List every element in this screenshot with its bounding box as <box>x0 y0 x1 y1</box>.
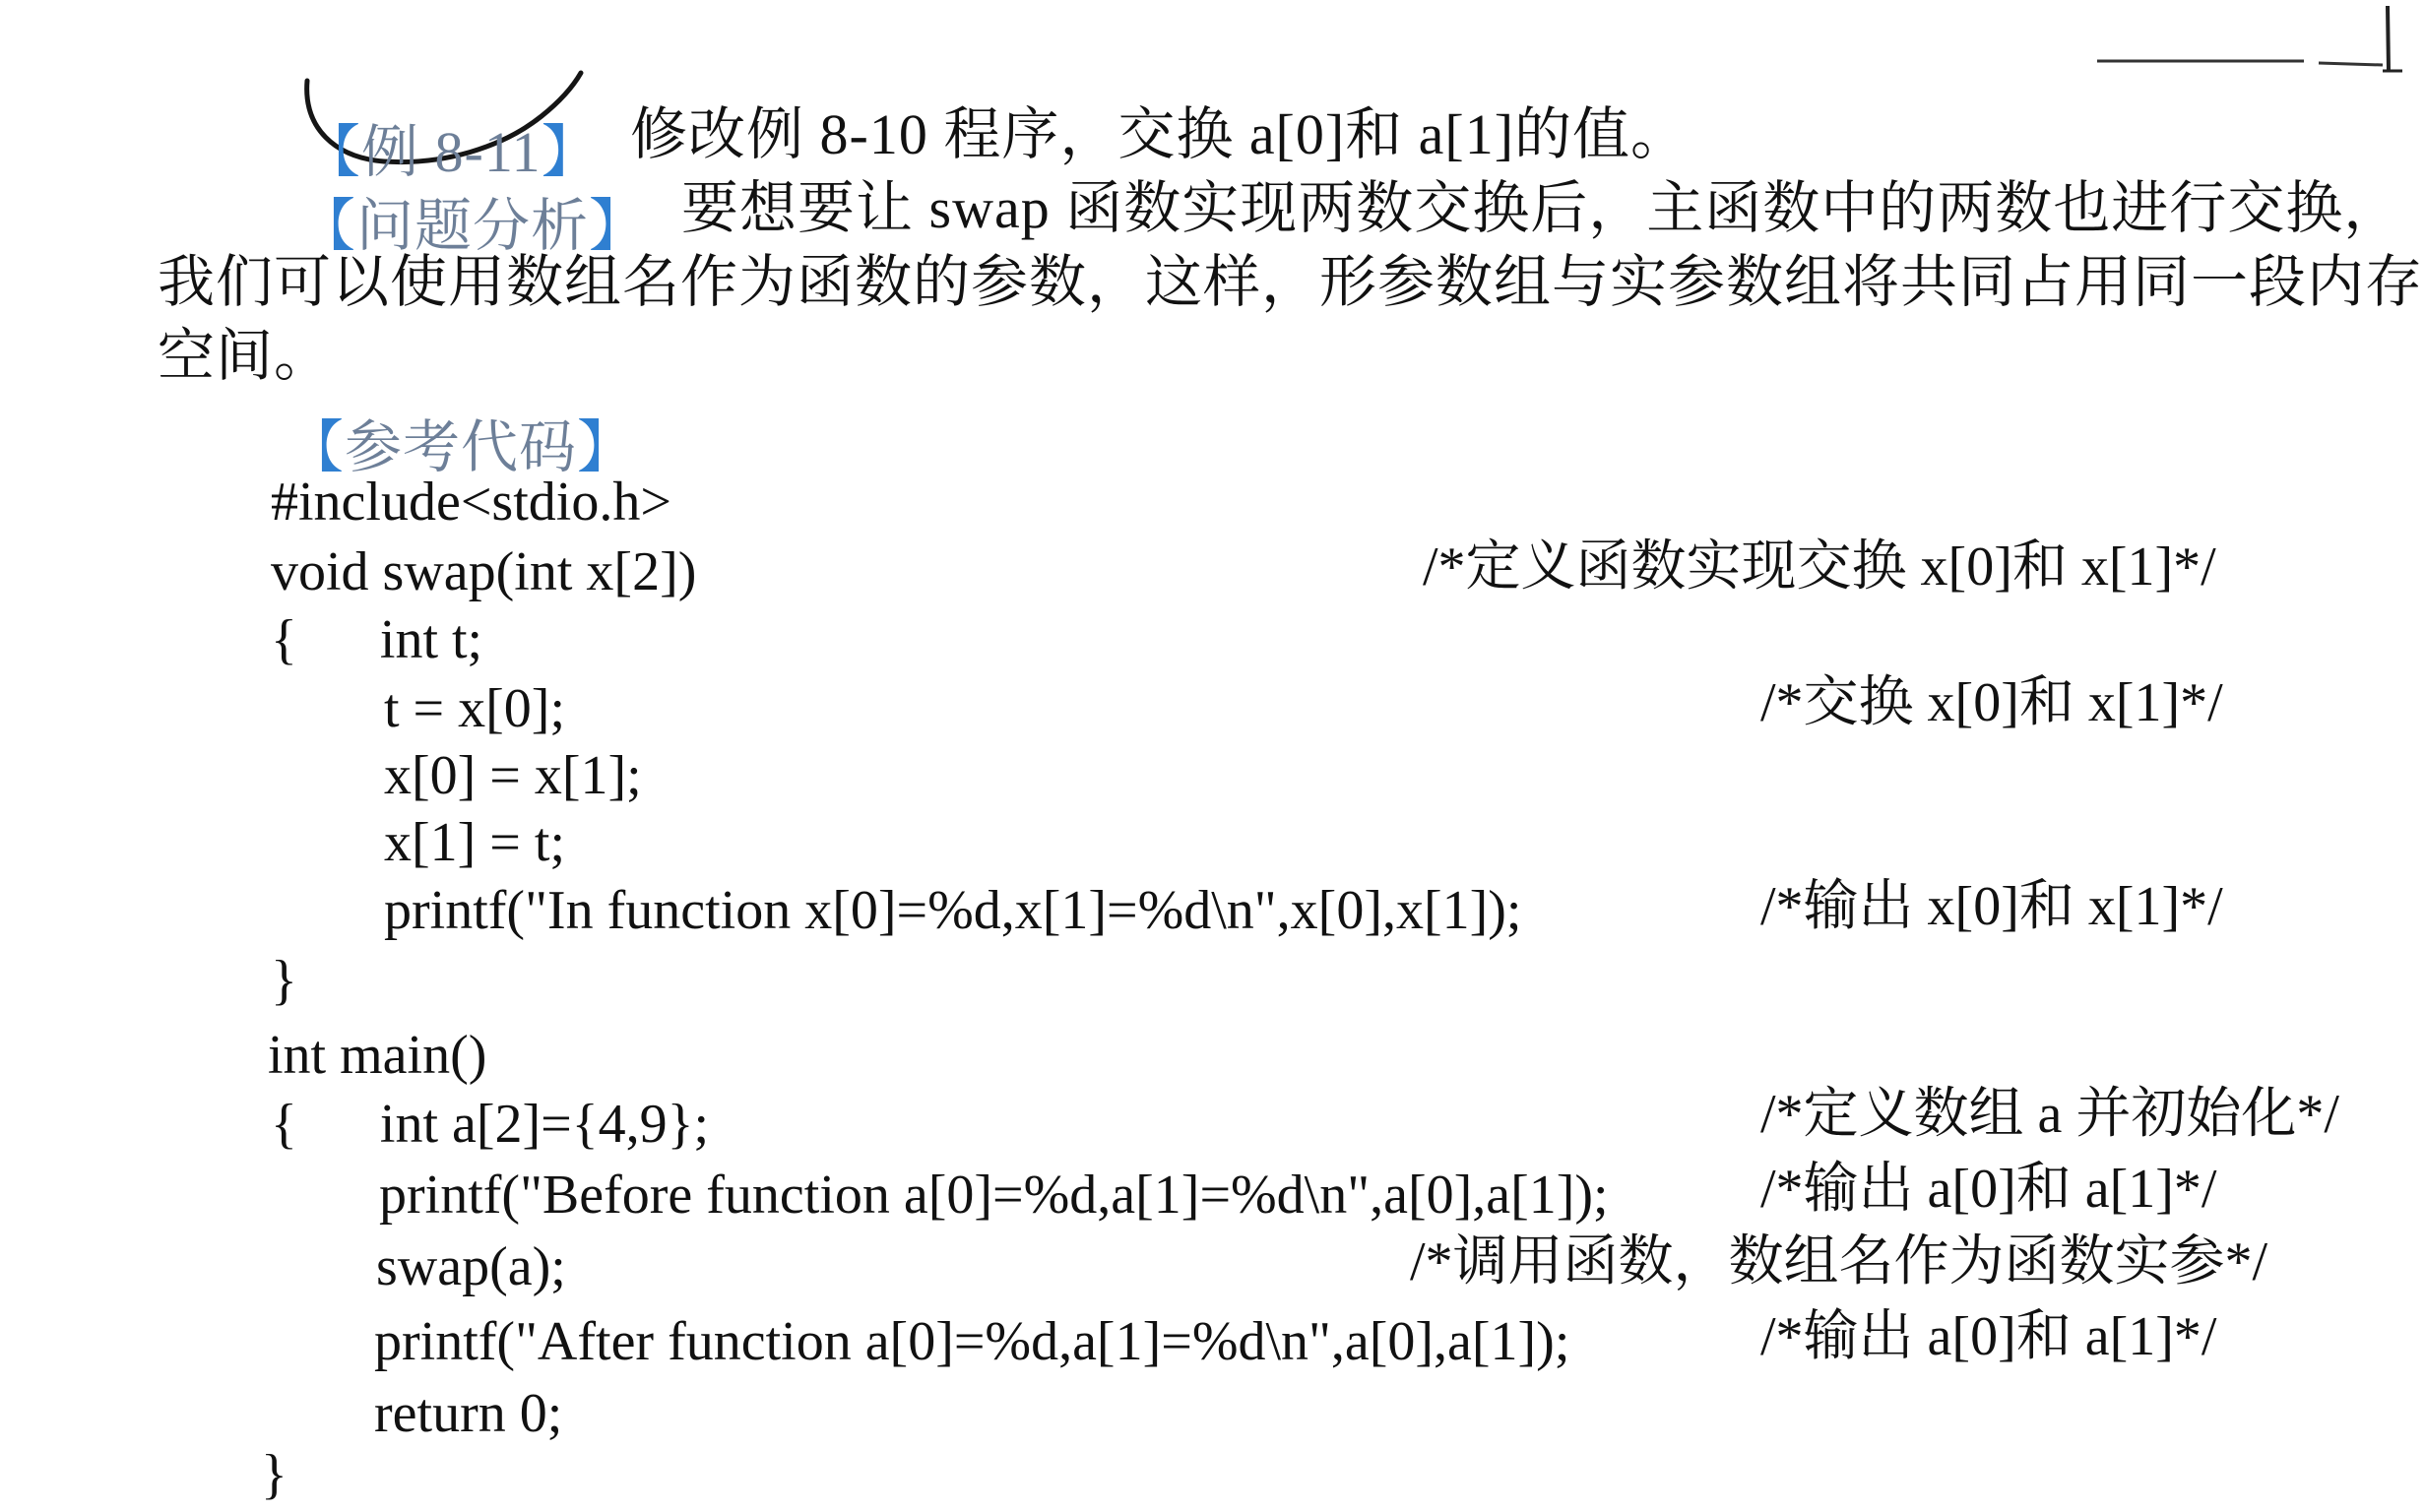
analysis-label: 问题分析 <box>356 194 590 258</box>
code-line-return: return 0; <box>374 1383 563 1444</box>
code-comment-printf-in-function: /*输出 x[0]和 x[1]*/ <box>1760 876 2223 937</box>
code-comment-printf-before: /*输出 a[0]和 a[1]*/ <box>1760 1159 2217 1220</box>
reference-close-bracket: 】 <box>577 415 636 479</box>
page-corner-line <box>2087 0 2422 89</box>
example-close-bracket: 】 <box>541 120 600 184</box>
code-line-swap-signature: void swap(int x[2]) <box>271 541 697 602</box>
code-line-printf-after: printf("After function a[0]=%d,a[1]=%d\n",a[0],a[1]); <box>374 1311 1570 1372</box>
code-line-main-close: } <box>261 1444 287 1505</box>
analysis-line-1: 要想要让 swap 函数实现两数交换后，主函数中的两数也进行交换， <box>681 176 2402 240</box>
example-label: 例 8-11 <box>361 120 542 184</box>
code-line-x1-assign: x[1] = t; <box>384 812 565 873</box>
code-line-swap-call: swap(a); <box>376 1236 566 1297</box>
analysis-line-2: 我们可以使用数组名作为函数的参数，这样，形参数组与实参数组将共同占用同一段内存 <box>158 250 2424 314</box>
code-comment-swap-call: /*调用函数，数组名作为函数实参*/ <box>1410 1231 2268 1292</box>
code-line-main-signature: int main() <box>268 1025 487 1086</box>
code-line-swap-close: } <box>271 950 297 1011</box>
analysis-close-bracket: 】 <box>589 194 648 258</box>
code-line-printf-before: printf("Before function a[0]=%d,a[1]=%d\n",a[0],a[1]); <box>379 1165 1609 1226</box>
code-line-x0-assign: x[0] = x[1]; <box>384 745 642 806</box>
code-line-int-a: { int a[2]={4,9}; <box>271 1094 710 1155</box>
analysis-open-bracket: 【 <box>298 194 357 258</box>
code-comment-swap-signature: /*定义函数实现交换 x[0]和 x[1]*/ <box>1423 536 2216 598</box>
code-line-include: #include<stdio.h> <box>271 472 671 533</box>
example-title: 修改例 8-10 程序，交换 a[0]和 a[1]的值。 <box>630 102 1690 166</box>
code-comment-t-assign: /*交换 x[0]和 x[1]*/ <box>1760 672 2223 733</box>
code-comment-printf-after: /*输出 a[0]和 a[1]*/ <box>1760 1306 2217 1367</box>
code-line-t-assign: t = x[0]; <box>384 678 565 739</box>
analysis-heading <box>290 180 648 258</box>
example-heading <box>295 106 600 184</box>
reference-heading <box>279 402 636 479</box>
analysis-line-3: 空间。 <box>158 324 333 388</box>
code-comment-int-a: /*定义数组 a 并初始化*/ <box>1760 1084 2339 1145</box>
code-line-int-t: { int t; <box>271 609 483 670</box>
code-line-printf-in-function: printf("In function x[0]=%d,x[1]=%d\n",x[0],x[1]); <box>384 880 1522 941</box>
reference-open-bracket: 【 <box>287 415 346 479</box>
example-open-bracket: 【 <box>303 120 362 184</box>
reference-label: 参考代码 <box>345 415 578 479</box>
